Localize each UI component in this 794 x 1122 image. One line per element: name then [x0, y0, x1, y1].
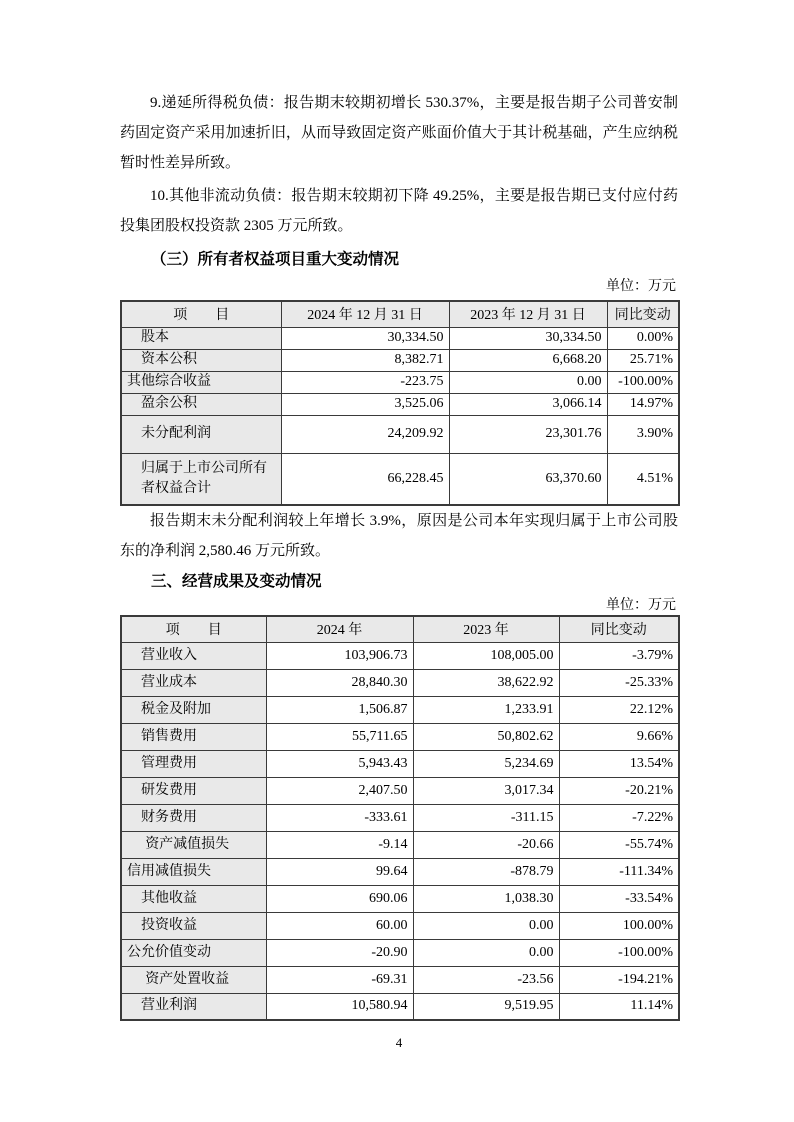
row-value-current: 8,382.71 — [281, 349, 449, 371]
row-label: 信用减值损失 — [121, 858, 266, 885]
row-value-change: 25.71% — [607, 349, 679, 371]
row-value-current: 66,228.45 — [281, 453, 449, 505]
page-number: 4 — [395, 1035, 403, 1050]
row-value-prior: 3,066.14 — [449, 393, 607, 415]
table-row — [121, 966, 679, 993]
column-header-change: 同比变动 — [607, 301, 679, 327]
row-value-prior: 50,802.62 — [413, 723, 559, 750]
row-label: 资本公积 — [121, 349, 281, 371]
row-value-current: 690.06 — [266, 885, 413, 912]
row-label: 其他综合收益 — [121, 371, 281, 393]
row-value-change: 4.51% — [607, 453, 679, 505]
row-label: 管理费用 — [121, 750, 266, 777]
row-value-prior: 0.00 — [449, 371, 607, 393]
row-value-current: 55,711.65 — [266, 723, 413, 750]
section-heading-operating: 三、经营成果及变动情况 — [151, 573, 322, 590]
row-label: 研发费用 — [121, 777, 266, 804]
row-value-prior: 30,334.50 — [449, 327, 607, 349]
row-value-change: 14.97% — [607, 393, 679, 415]
table-row — [121, 642, 679, 669]
row-value-change: 100.00% — [559, 912, 679, 939]
row-value-current: -333.61 — [266, 804, 413, 831]
row-label: 其他收益 — [121, 885, 266, 912]
row-value-change: -111.34% — [559, 858, 679, 885]
table-row — [121, 804, 679, 831]
row-value-current: 2,407.50 — [266, 777, 413, 804]
column-header-2024: 2024 年 12 月 31 日 — [281, 301, 449, 327]
table-header-row — [121, 301, 679, 327]
row-value-prior: 0.00 — [413, 939, 559, 966]
row-value-change: -33.54% — [559, 885, 679, 912]
unit-label-operating: 单位：万元 — [606, 598, 676, 613]
row-value-change: -194.21% — [559, 966, 679, 993]
row-value-current: 60.00 — [266, 912, 413, 939]
row-value-change: -100.00% — [559, 939, 679, 966]
row-value-change: -7.22% — [559, 804, 679, 831]
row-value-current: 3,525.06 — [281, 393, 449, 415]
row-label: 公允价值变动 — [121, 939, 266, 966]
row-label: 未分配利润 — [121, 415, 281, 453]
row-value-current: 10,580.94 — [266, 993, 413, 1020]
row-value-prior: 5,234.69 — [413, 750, 559, 777]
table-row — [121, 777, 679, 804]
unit-label-equity: 单位：万元 — [606, 279, 676, 294]
row-label: 销售费用 — [121, 723, 266, 750]
table-row — [121, 993, 679, 1020]
row-value-current: -69.31 — [266, 966, 413, 993]
row-label: 投资收益 — [121, 912, 266, 939]
row-label: 税金及附加 — [121, 696, 266, 723]
row-value-current: 30,334.50 — [281, 327, 449, 349]
row-value-current: -20.90 — [266, 939, 413, 966]
row-label: 营业成本 — [121, 669, 266, 696]
row-value-prior: 23,301.76 — [449, 415, 607, 453]
table-row — [121, 393, 679, 415]
row-value-prior: 1,038.30 — [413, 885, 559, 912]
table-row — [121, 750, 679, 777]
row-value-current: 103,906.73 — [266, 642, 413, 669]
section-heading-equity: （三）所有者权益项目重大变动情况 — [151, 251, 400, 268]
table-row — [121, 453, 679, 505]
row-value-current: 1,506.87 — [266, 696, 413, 723]
paragraph-deferred-tax: 9.递延所得税负债：报告期末较期初增长 530.37%，主要是报告期子公司普安制药固定资产采用加速折旧，从而导致固定资产账面价值大于其计税基础，产生应纳税暂时性差异所致。 — [120, 95, 678, 171]
row-value-change: 22.12% — [559, 696, 679, 723]
row-value-prior: 108,005.00 — [413, 642, 559, 669]
row-label: 资产处置收益 — [121, 966, 266, 993]
row-label: 财务费用 — [121, 804, 266, 831]
row-value-prior: 6,668.20 — [449, 349, 607, 371]
row-value-prior: -23.56 — [413, 966, 559, 993]
column-header-change: 同比变动 — [559, 616, 679, 642]
row-value-current: 5,943.43 — [266, 750, 413, 777]
row-value-current: 28,840.30 — [266, 669, 413, 696]
row-value-current: 24,209.92 — [281, 415, 449, 453]
column-header-2023: 2023 年 12 月 31 日 — [449, 301, 607, 327]
row-value-prior: 38,622.92 — [413, 669, 559, 696]
row-value-current: -9.14 — [266, 831, 413, 858]
row-value-current: 99.64 — [266, 858, 413, 885]
row-value-prior: -20.66 — [413, 831, 559, 858]
row-value-prior: 1,233.91 — [413, 696, 559, 723]
table-row — [121, 349, 679, 371]
column-header-2023: 2023 年 — [413, 616, 559, 642]
table-row — [121, 415, 679, 453]
column-header-item: 项 目 — [121, 616, 266, 642]
row-label: 归属于上市公司所有者权益合计 — [121, 453, 281, 505]
row-value-change: 9.66% — [559, 723, 679, 750]
row-value-change: 0.00% — [607, 327, 679, 349]
table-row — [121, 723, 679, 750]
row-value-change: -100.00% — [607, 371, 679, 393]
row-value-change: -3.79% — [559, 642, 679, 669]
row-value-prior: 0.00 — [413, 912, 559, 939]
row-value-change: -55.74% — [559, 831, 679, 858]
paragraph-other-noncurrent-liabilities: 10.其他非流动负债：报告期末较期初下降 49.25%，主要是报告期已支付应付药投集团股权投资款 2305 万元所致。 — [120, 188, 678, 234]
table-row — [121, 327, 679, 349]
row-label: 资产减值损失 — [121, 831, 266, 858]
row-value-change: 11.14% — [559, 993, 679, 1020]
row-value-change: -20.21% — [559, 777, 679, 804]
column-header-2024: 2024 年 — [266, 616, 413, 642]
page-content — [120, 0, 678, 1051]
table-row — [121, 696, 679, 723]
row-label: 股本 — [121, 327, 281, 349]
row-label: 营业利润 — [121, 993, 266, 1020]
table-row — [121, 831, 679, 858]
table-row — [121, 669, 679, 696]
paragraph-retained-earnings: 报告期末未分配利润较上年增长 3.9%，原因是公司本年实现归属于上市公司股东的净利润 2,580.46 万元所致。 — [120, 513, 678, 559]
row-value-change: 13.54% — [559, 750, 679, 777]
row-label: 营业收入 — [121, 642, 266, 669]
table-row — [121, 371, 679, 393]
row-value-prior: 63,370.60 — [449, 453, 607, 505]
table-row — [121, 858, 679, 885]
row-value-prior: 9,519.95 — [413, 993, 559, 1020]
row-label: 盈余公积 — [121, 393, 281, 415]
row-value-prior: -878.79 — [413, 858, 559, 885]
row-value-change: -25.33% — [559, 669, 679, 696]
row-value-change: 3.90% — [607, 415, 679, 453]
row-value-prior: -311.15 — [413, 804, 559, 831]
table-row — [121, 939, 679, 966]
row-value-prior: 3,017.34 — [413, 777, 559, 804]
operating-results-table — [120, 615, 680, 1021]
equity-changes-table — [120, 300, 680, 506]
table-row — [121, 885, 679, 912]
table-row — [121, 912, 679, 939]
row-value-current: -223.75 — [281, 371, 449, 393]
table-header-row — [121, 616, 679, 642]
column-header-item: 项 目 — [121, 301, 281, 327]
